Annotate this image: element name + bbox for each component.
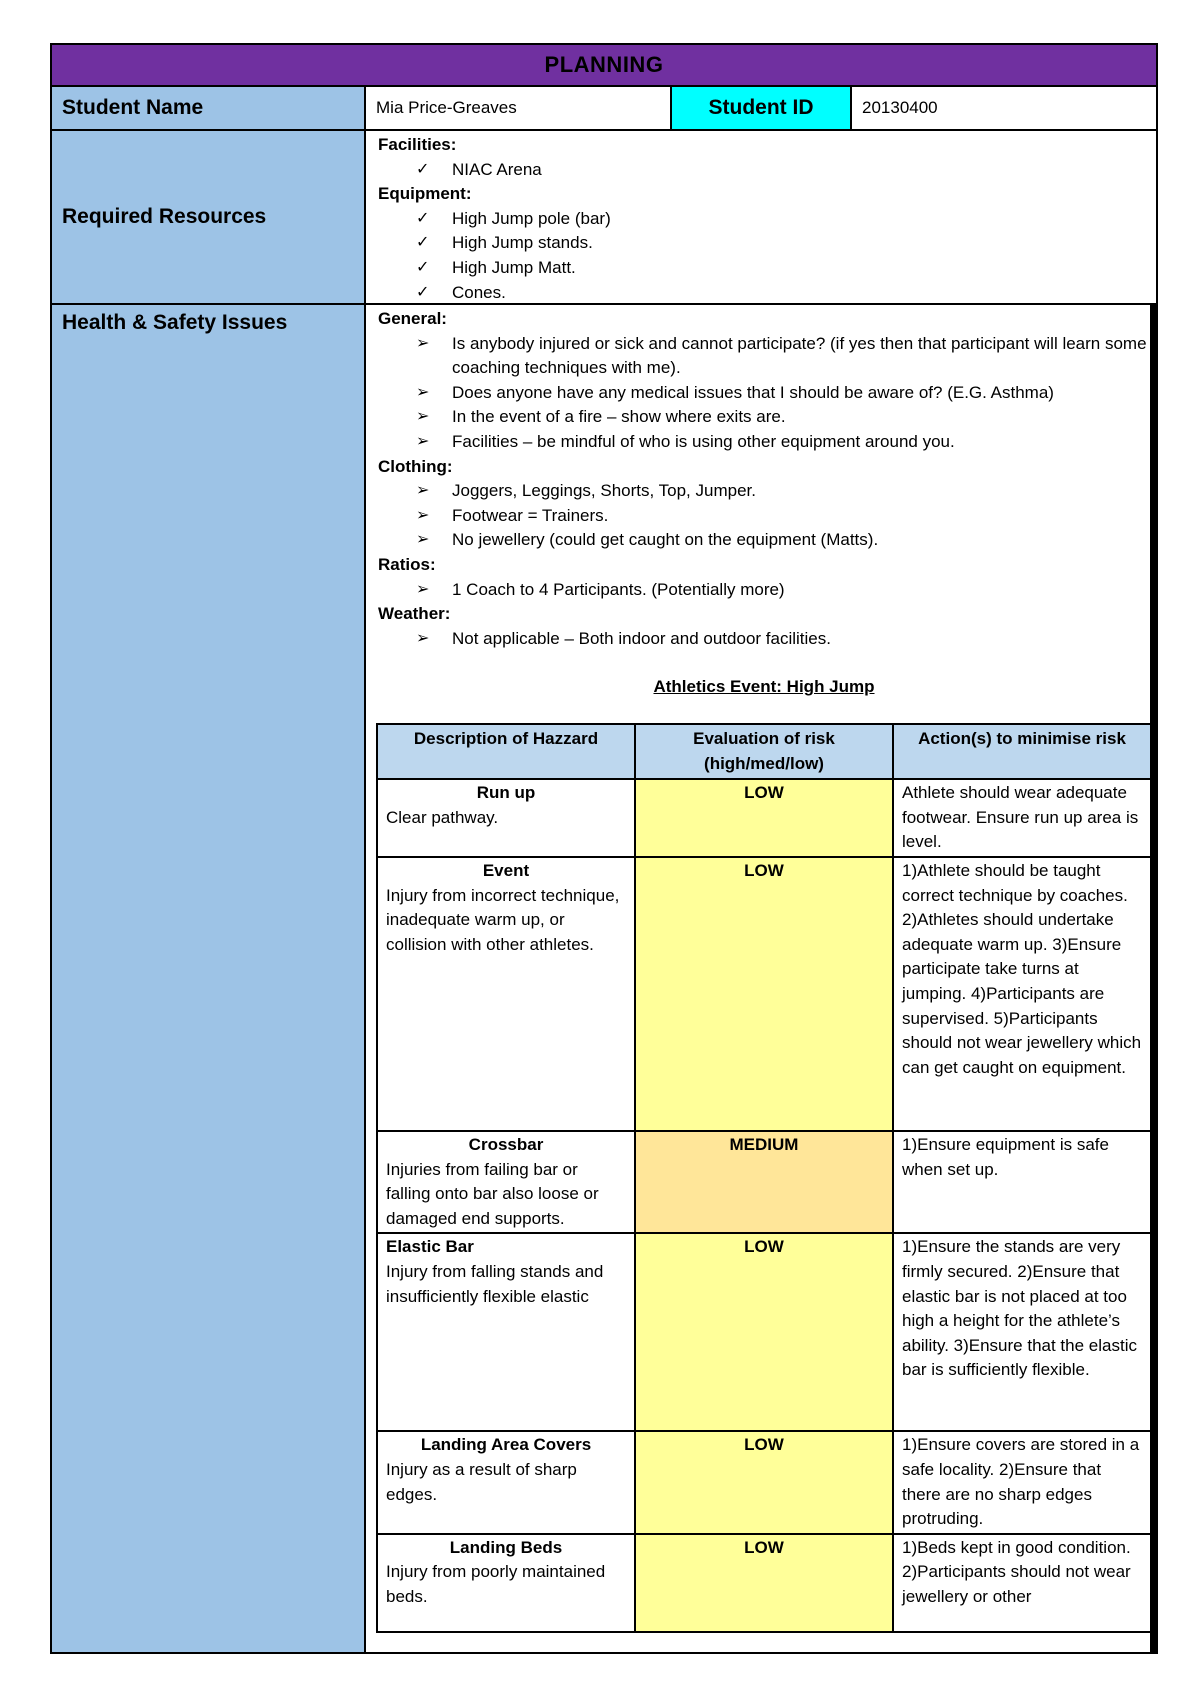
list-item: ➢ Footwear = Trainers. (378, 504, 1150, 529)
list-item: ✓ High Jump pole (bar) (378, 207, 1156, 232)
arrow-bullet-icon: ➢ (416, 482, 430, 500)
table-row (377, 1431, 1151, 1533)
clothing-heading: Clothing: (378, 456, 453, 476)
hazard-cell: Run up Clear pathway. (377, 779, 635, 857)
checkmark-icon: ✓ (416, 258, 430, 276)
list-item: ➢ Facilities – be mindful of who is using other equipment around you. (378, 430, 1150, 455)
list-item: ➢ Does anyone have any medical issues that I should be aware of? (E.G. Asthma) (378, 381, 1150, 406)
risk-level: MEDIUM (635, 1131, 893, 1233)
hazard-cell: Elastic Bar Injury from falling stands and insufficiently flexible elastic (377, 1233, 635, 1431)
table-row (377, 1534, 1151, 1632)
table-row (377, 1233, 1151, 1431)
actions-cell: 1)Ensure the stands are very firmly secured. 2)Ensure that elastic bar is not placed at too high a height for the athlete’s ability. 3)Ensure that the elastic bar is sufficiently flexible. (893, 1233, 1151, 1431)
checkmark-icon: ✓ (416, 283, 430, 301)
risk-level: LOW (635, 1431, 893, 1533)
list-item: ✓ NIAC Arena (378, 158, 1156, 183)
risk-table (376, 723, 1152, 1633)
actions-cell: 1)Beds kept in good condition. 2)Participants should not wear jewellery or other (893, 1534, 1151, 1632)
health-safety-content (366, 305, 1156, 1652)
actions-cell: 1)Ensure equipment is safe when set up. (893, 1131, 1151, 1233)
facilities-heading: Facilities: (378, 135, 457, 154)
list-item: ✓ High Jump Matt. (378, 256, 1156, 281)
list-item: ➢ Not applicable – Both indoor and outdoor facilities. (378, 627, 1150, 652)
general-heading: General: (378, 309, 447, 328)
page-title: PLANNING (50, 43, 1158, 87)
list-item: ✓ High Jump stands. (378, 231, 1156, 256)
arrow-bullet-icon: ➢ (416, 408, 430, 426)
list-item: ✓ Cones. (378, 281, 1156, 306)
checkmark-icon: ✓ (416, 234, 430, 252)
health-safety-label: Health & Safety Issues (52, 305, 366, 1652)
table-row (377, 857, 1151, 1131)
list-item: ➢ Joggers, Leggings, Shorts, Top, Jumper. (378, 479, 1150, 504)
planning-sheet (50, 43, 1158, 1654)
risk-level: LOW (635, 779, 893, 857)
event-title: Athletics Event: High Jump (653, 677, 875, 697)
hazard-cell: Event Injury from incorrect technique, inadequate warm up, or collision with other athletes. (377, 857, 635, 1131)
weather-heading: Weather: (378, 604, 451, 624)
resources-label: Required Resources (52, 131, 366, 303)
student-row (50, 87, 1158, 131)
list-item: ➢ 1 Coach to 4 Participants. (Potentially more) (378, 578, 1150, 603)
table-header-row (377, 724, 1151, 779)
header-evaluation: Evaluation of risk (high/med/low) (635, 724, 893, 779)
arrow-bullet-icon: ➢ (416, 334, 430, 352)
arrow-bullet-icon: ➢ (416, 506, 430, 524)
arrow-bullet-icon: ➢ (416, 580, 430, 598)
hazard-cell: Landing Beds Injury from poorly maintained beds. (377, 1534, 635, 1632)
list-item: ➢ In the event of a fire – show where exits are. (378, 405, 1150, 430)
resources-content (366, 131, 1156, 303)
table-row (377, 1131, 1151, 1233)
hazard-cell: Landing Area Covers Injury as a result of sharp edges. (377, 1431, 635, 1533)
risk-level: LOW (635, 857, 893, 1131)
equipment-heading: Equipment: (378, 184, 472, 204)
student-name-value: Mia Price-Greaves (366, 87, 672, 129)
actions-cell: 1)Ensure covers are stored in a safe locality. 2)Ensure that there are no sharp edges protruding. (893, 1431, 1151, 1533)
resources-row (50, 131, 1158, 305)
list-item: ➢ Is anybody injured or sick and cannot participate? (if yes then that participant will learn some coaching techniques with me). (378, 332, 1150, 381)
list-item: ➢ No jewellery (could get caught on the equipment (Matts). (378, 528, 1150, 553)
student-id-value: 20130400 (862, 98, 938, 117)
header-actions: Action(s) to minimise risk (893, 724, 1151, 779)
risk-level: LOW (635, 1233, 893, 1431)
arrow-bullet-icon: ➢ (416, 383, 430, 401)
actions-cell: Athlete should wear adequate footwear. Ensure run up area is level. (893, 779, 1151, 857)
health-safety-row (50, 305, 1158, 1654)
ratios-heading: Ratios: (378, 554, 436, 574)
hazard-cell: Crossbar Injuries from failing bar or falling onto bar also loose or damaged end supports. (377, 1131, 635, 1233)
table-row (377, 779, 1151, 857)
checkmark-icon: ✓ (416, 209, 430, 227)
actions-cell: 1)Athlete should be taught correct technique by coaches. 2)Athletes should undertake adequate warm up. 3)Ensure participate take turns at jumping. 4)Participants are supervised. 5)Participants should not wear jewellery which can get caught on equipment. (893, 857, 1151, 1131)
arrow-bullet-icon: ➢ (416, 432, 430, 450)
student-id-label: Student ID (672, 87, 852, 129)
arrow-bullet-icon: ➢ (416, 629, 430, 647)
student-name-label: Student Name (52, 87, 366, 129)
checkmark-icon: ✓ (416, 160, 430, 178)
risk-level: LOW (635, 1534, 893, 1632)
header-hazard: Description of Hazzard (377, 724, 635, 779)
arrow-bullet-icon: ➢ (416, 531, 430, 549)
